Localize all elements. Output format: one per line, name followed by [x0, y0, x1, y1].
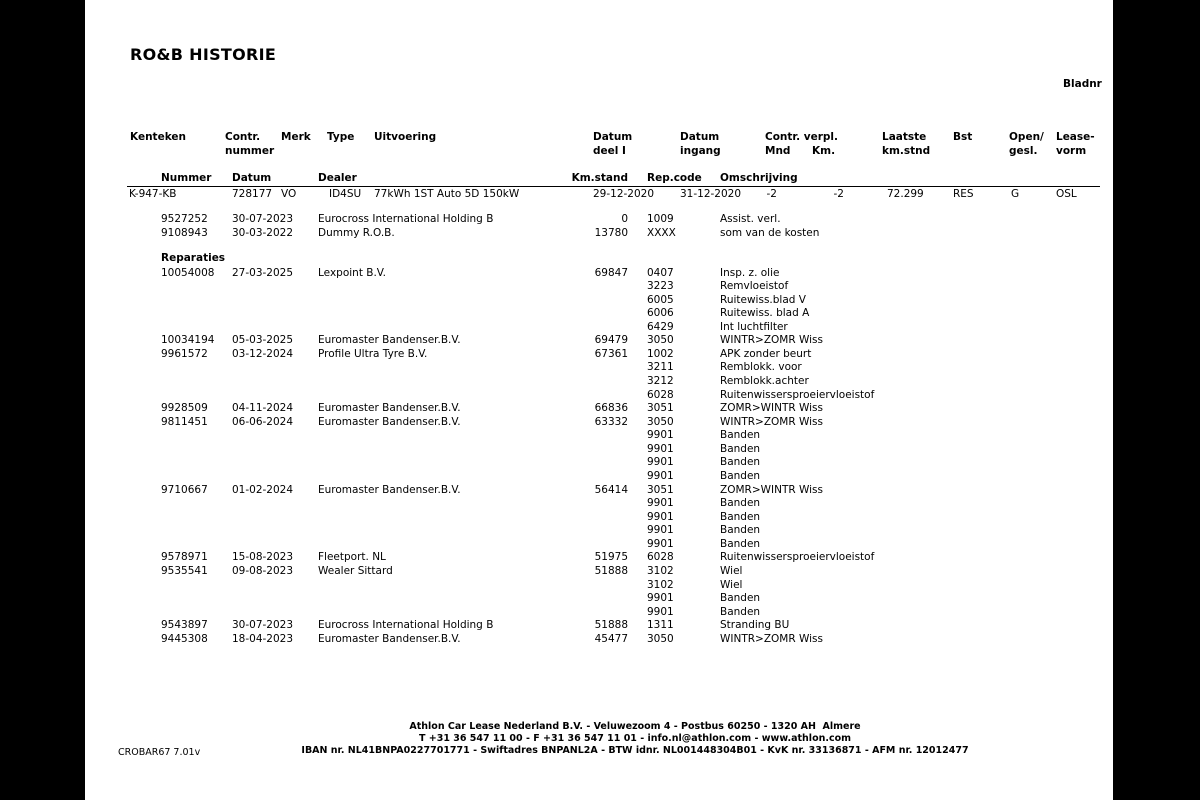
- program-version: CROBAR67 7.01v: [118, 747, 201, 758]
- rep-code: 3102: [647, 578, 674, 591]
- table-row: [85, 416, 1113, 430]
- rep-code: 9901: [647, 524, 674, 537]
- col-header-datum-deel1: Datum: [593, 131, 633, 143]
- contract-verpl-mnd: -2: [766, 188, 777, 200]
- table-row: [85, 280, 1113, 294]
- contract-row: [85, 188, 1113, 202]
- col-header-nummer: Nummer: [161, 172, 212, 184]
- rep-code: 3050: [647, 632, 674, 645]
- table-row: [85, 538, 1113, 552]
- contract-datum-ingang: 31-12-2020: [680, 188, 742, 200]
- rep-code: 3050: [647, 334, 674, 347]
- col-header-bst: Bst: [953, 131, 973, 143]
- entry-kmstand: 66836: [594, 402, 628, 415]
- rep-code: 9901: [647, 537, 674, 550]
- rep-omschrijving: APK zonder beurt: [720, 347, 812, 360]
- col-header-nummer-sub: nummer: [225, 145, 275, 157]
- col-header-dealer: Dealer: [318, 172, 357, 184]
- table-row: [85, 429, 1113, 443]
- entry-dealer: Eurocross International Holding B: [318, 213, 494, 225]
- table-row: [85, 551, 1113, 565]
- entry-kmstand: 45477: [594, 632, 628, 645]
- table-row: [85, 524, 1113, 538]
- entry-datum: 09-08-2023: [232, 565, 294, 578]
- header-divider: [127, 186, 1100, 187]
- rep-omschrijving: Banden: [720, 497, 761, 510]
- entry-kmstand: 51888: [594, 565, 628, 578]
- col-header-deel1-sub: deel I: [593, 145, 626, 157]
- contract-laatste-km: 72.299: [887, 188, 924, 200]
- entry-kmstand: 69847: [594, 266, 628, 279]
- rep-omschrijving: Banden: [720, 442, 761, 455]
- col-header-repcode: Rep.code: [647, 172, 702, 184]
- col-header-contr: Contr.: [225, 131, 261, 143]
- entry-dealer: Euromaster Bandenser.B.V.: [318, 402, 461, 415]
- col-header-mnd: Mnd: [765, 145, 791, 157]
- entry-kmstand: 13780: [594, 226, 628, 239]
- rep-code: 6429: [647, 320, 674, 333]
- rep-code: 3102: [647, 565, 674, 578]
- contract-type: ID4SU: [329, 188, 362, 200]
- table-row: [85, 321, 1113, 335]
- entry-datum: 30-03-2022: [232, 226, 294, 239]
- entry-nummer: 9811451: [161, 415, 208, 428]
- table-row: [85, 443, 1113, 457]
- table-row: [85, 227, 1113, 241]
- col-header-merk: Merk: [281, 131, 311, 143]
- rep-omschrijving: WINTR>ZOMR Wiss: [720, 415, 824, 428]
- rep-code: 6028: [647, 388, 674, 401]
- rep-code: 9901: [647, 605, 674, 618]
- col-header-open: Open/: [1009, 131, 1044, 143]
- rep-code: 9901: [647, 510, 674, 523]
- entry-dealer: Profile Ultra Tyre B.V.: [318, 347, 428, 360]
- rep-omschrijving: Remblokk. voor: [720, 361, 802, 374]
- footer-address-line: Athlon Car Lease Nederland B.V. - Veluwezoom 4 - Postbus 60250 - 1320 AH Almere: [409, 721, 861, 732]
- table-row: [85, 402, 1113, 416]
- contract-datum-deel1: 29-12-2020: [593, 188, 655, 200]
- rep-omschrijving: Ruitenwissersproeiervloeistof: [720, 388, 875, 401]
- entry-kmstand: 51975: [594, 551, 628, 564]
- page-title: RO&B HISTORIE: [130, 45, 277, 64]
- rep-omschrijving: som van de kosten: [720, 226, 820, 239]
- table-row: [85, 565, 1113, 579]
- rep-omschrijving: Insp. z. olie: [720, 266, 780, 279]
- entry-nummer: 9108943: [161, 226, 208, 239]
- contract-lease-vorm: OSL: [1056, 188, 1077, 200]
- rep-code: 0407: [647, 266, 674, 279]
- entry-datum: 30-07-2023: [232, 213, 294, 225]
- col-header-ingang-sub: ingang: [680, 145, 721, 157]
- entry-kmstand: 51888: [594, 619, 628, 632]
- col-header-lease: Lease-: [1056, 131, 1095, 143]
- col-header-kenteken: Kenteken: [130, 131, 186, 143]
- rep-code: 9901: [647, 442, 674, 455]
- rep-code: 3051: [647, 402, 674, 415]
- report-page: [85, 0, 1113, 800]
- rep-code: 3050: [647, 415, 674, 428]
- entry-kmstand: 56414: [594, 483, 628, 496]
- rep-omschrijving: Banden: [720, 592, 761, 605]
- contract-kenteken: K-947-KB: [129, 188, 177, 200]
- sub-header-row: [85, 172, 1113, 186]
- entry-datum: 27-03-2025: [232, 266, 294, 279]
- entry-kmstand: 67361: [594, 347, 628, 360]
- entry-nummer: 9928509: [161, 402, 208, 415]
- rep-omschrijving: Banden: [720, 470, 761, 483]
- col-header-contr-verpl: Contr. verpl.: [765, 131, 838, 143]
- entry-kmstand: 63332: [594, 415, 628, 428]
- rep-omschrijving: Wiel: [720, 565, 743, 578]
- rep-code: 1002: [647, 347, 674, 360]
- footer-banking-line: IBAN nr. NL41BNPA0227701771 - Swiftadres BNPANL2A - BTW idnr. NL001448304B01 - KvK nr. 33136871 - AFM nr. 12012477: [301, 745, 969, 756]
- entry-datum: 18-04-2023: [232, 632, 294, 645]
- table-row: [85, 511, 1113, 525]
- entry-nummer: 9710667: [161, 483, 208, 496]
- entry-nummer: 10054008: [161, 266, 215, 279]
- table-row: [85, 334, 1113, 348]
- rep-code: 9901: [647, 497, 674, 510]
- col-header-datum: Datum: [232, 172, 272, 184]
- table-row: [85, 497, 1113, 511]
- table-row: [85, 375, 1113, 389]
- table-row: [85, 294, 1113, 308]
- entry-dealer: Dummy R.O.B.: [318, 226, 395, 239]
- col-header-uitvoering: Uitvoering: [374, 131, 437, 143]
- table-row: [85, 633, 1113, 647]
- table-row: [85, 361, 1113, 375]
- col-header-gesl-sub: gesl.: [1009, 145, 1038, 157]
- col-header-kmstnd-sub: km.stnd: [882, 145, 931, 157]
- bladnr-label: Bladnr: [1063, 78, 1102, 90]
- entry-nummer: 9578971: [161, 551, 208, 564]
- entry-dealer: Euromaster Bandenser.B.V.: [318, 632, 461, 645]
- entry-nummer: 10034194: [161, 334, 215, 347]
- entry-dealer: Eurocross International Holding B: [318, 619, 494, 632]
- footer-contact-line: T +31 36 547 11 00 - F +31 36 547 11 01 - info.nl@athlon.com - www.athlon.com: [418, 733, 852, 744]
- contract-open-gesl: G: [1011, 188, 1020, 200]
- rep-code: XXXX: [647, 226, 676, 239]
- table-row: [85, 213, 1113, 227]
- entry-datum: 06-06-2024: [232, 415, 294, 428]
- entry-nummer: 9527252: [161, 213, 208, 225]
- table-row: [85, 606, 1113, 620]
- rep-omschrijving: Remvloeistof: [720, 280, 789, 293]
- rep-omschrijving: Assist. verl.: [720, 213, 781, 225]
- contract-bst: RES: [953, 188, 974, 200]
- rep-code: 3211: [647, 361, 674, 374]
- contract-merk: VO: [281, 188, 297, 200]
- rep-omschrijving: Banden: [720, 537, 761, 550]
- table-row: [85, 484, 1113, 498]
- entry-kmstand: 0: [621, 213, 628, 225]
- entry-kmstand: 69479: [594, 334, 628, 347]
- rep-code: 9901: [647, 592, 674, 605]
- rep-omschrijving: WINTR>ZOMR Wiss: [720, 334, 824, 347]
- table-row: [85, 456, 1113, 470]
- entry-datum: 04-11-2024: [232, 402, 294, 415]
- rep-omschrijving: Banden: [720, 456, 761, 469]
- rep-omschrijving: Banden: [720, 605, 761, 618]
- entry-datum: 01-02-2024: [232, 483, 294, 496]
- reparaties-section-label: Reparaties: [161, 252, 226, 264]
- entry-nummer: 9445308: [161, 632, 208, 645]
- rep-code: 9901: [647, 456, 674, 469]
- rep-omschrijving: Stranding BU: [720, 619, 790, 632]
- rep-omschrijving: Banden: [720, 524, 761, 537]
- table-row: [85, 619, 1113, 633]
- rep-code: 9901: [647, 470, 674, 483]
- entry-nummer: 9961572: [161, 347, 208, 360]
- rep-omschrijving: ZOMR>WINTR Wiss: [720, 402, 824, 415]
- entry-datum: 15-08-2023: [232, 551, 294, 564]
- entry-dealer: Euromaster Bandenser.B.V.: [318, 483, 461, 496]
- rep-code: 3212: [647, 375, 674, 388]
- rep-omschrijving: WINTR>ZOMR Wiss: [720, 632, 824, 645]
- rep-code: 3051: [647, 483, 674, 496]
- rep-omschrijving: Ruitenwissersproeiervloeistof: [720, 551, 875, 564]
- rep-omschrijving: Ruitewiss. blad A: [720, 307, 810, 320]
- table-row: [85, 592, 1113, 606]
- col-header-laatste: Laatste: [882, 131, 927, 143]
- table-row: [85, 307, 1113, 321]
- col-header-omschrijving: Omschrijving: [720, 172, 798, 184]
- contract-uitvoering: 77kWh 1ST Auto 5D 150kW: [374, 188, 520, 200]
- rep-code: 6028: [647, 551, 674, 564]
- rep-code: 6005: [647, 293, 674, 306]
- entry-dealer: Fleetport. NL: [318, 551, 386, 564]
- entry-datum: 30-07-2023: [232, 619, 294, 632]
- rep-omschrijving: Int luchtfilter: [720, 320, 788, 333]
- col-header-vorm-sub: vorm: [1056, 145, 1087, 157]
- table-row: [85, 348, 1113, 362]
- entry-dealer: Lexpoint B.V.: [318, 266, 386, 279]
- entry-dealer: Euromaster Bandenser.B.V.: [318, 334, 461, 347]
- table-row: [85, 267, 1113, 281]
- contract-verpl-km: -2: [833, 188, 844, 200]
- rep-omschrijving: Remblokk.achter: [720, 375, 809, 388]
- entry-nummer: 9543897: [161, 619, 208, 632]
- rep-omschrijving: Ruitewiss.blad V: [720, 293, 806, 306]
- col-header-datum-ingang: Datum: [680, 131, 720, 143]
- rep-omschrijving: Banden: [720, 429, 761, 442]
- entry-dealer: Euromaster Bandenser.B.V.: [318, 415, 461, 428]
- rep-omschrijving: Wiel: [720, 578, 743, 591]
- rep-code: 3223: [647, 280, 674, 293]
- company-footer: [121, 721, 1113, 757]
- rep-code: 1311: [647, 619, 674, 632]
- table-row: [85, 389, 1113, 403]
- rep-code: 1009: [647, 213, 674, 225]
- table-row: [85, 579, 1113, 593]
- entry-nummer: 9535541: [161, 565, 208, 578]
- entry-datum: 03-12-2024: [232, 347, 294, 360]
- entry-dealer: Wealer Sittard: [318, 565, 393, 578]
- rep-code: 6006: [647, 307, 674, 320]
- col-header-type: Type: [327, 131, 355, 143]
- col-header-km: Km.: [812, 145, 836, 157]
- rep-omschrijving: Banden: [720, 510, 761, 523]
- col-header-kmstand: Km.stand: [571, 172, 628, 184]
- table-row: [85, 470, 1113, 484]
- entry-datum: 05-03-2025: [232, 334, 294, 347]
- rep-omschrijving: ZOMR>WINTR Wiss: [720, 483, 824, 496]
- rep-code: 9901: [647, 429, 674, 442]
- contract-nummer: 728177: [232, 188, 273, 200]
